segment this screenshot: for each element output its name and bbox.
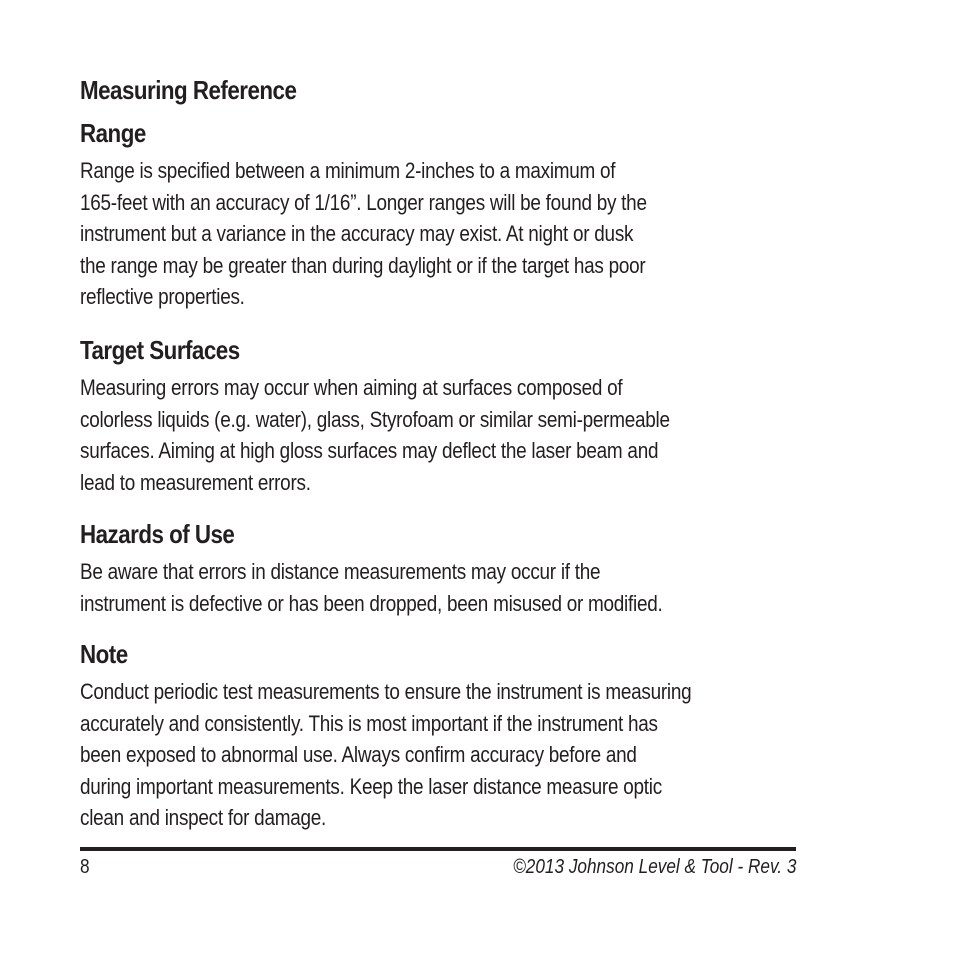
section-heading: Target Surfaces (80, 335, 240, 365)
paragraph-line: 165-feet with an accuracy of 1/16”. Longer ranges will be found by the (80, 189, 647, 215)
paragraph-line: Conduct periodic test measurements to ensure the instrument is measuring (80, 679, 692, 704)
paragraph-line: instrument is defective or has been dropped, been misused or modified. (80, 590, 663, 616)
paragraph-line: the range may be greater than during daylight or if the target has poor (80, 252, 646, 278)
section-heading: Range (80, 118, 146, 148)
section-paragraph (80, 556, 794, 619)
page-title: Measuring Reference (80, 75, 297, 105)
paragraph-line: clean and inspect for damage. (80, 805, 327, 831)
footer-divider (80, 847, 796, 851)
section-heading: Note (80, 639, 128, 669)
page-number: 8 (80, 856, 90, 878)
section-paragraph (80, 372, 794, 498)
paragraph-line: Be aware that errors in distance measurements may occur if the (80, 559, 601, 584)
paragraph-line: during important measurements. Keep the laser distance measure optic (80, 773, 662, 799)
paragraph-line: reflective properties. (80, 284, 245, 310)
section-note (80, 638, 880, 834)
paragraph-line: been exposed to abnormal use. Always confirm accuracy before and (80, 742, 637, 768)
section-heading: Hazards of Use (80, 519, 235, 549)
paragraph-line: instrument but a variance in the accuracy may exist. At night or dusk (80, 221, 634, 247)
copyright-notice: ©2013 Johnson Level & Tool - Rev. 3 (512, 856, 796, 878)
paragraph-line: Range is specified between a minimum 2-inches to a maximum of (80, 158, 616, 183)
section-target-surfaces (80, 334, 880, 498)
section-paragraph (80, 155, 794, 313)
paragraph-line: lead to measurement errors. (80, 469, 311, 495)
paragraph-line: Measuring errors may occur when aiming at surfaces composed of (80, 375, 623, 400)
section-hazards-of-use (80, 518, 880, 619)
paragraph-line: colorless liquids (e.g. water), glass, Styrofoam or similar semi-permeable (80, 406, 670, 432)
paragraph-line: surfaces. Aiming at high gloss surfaces may deflect the laser beam and (80, 438, 659, 464)
paragraph-line: accurately and consistently. This is most important if the instrument has (80, 710, 658, 736)
section-paragraph (80, 676, 794, 834)
section-range (80, 117, 880, 313)
